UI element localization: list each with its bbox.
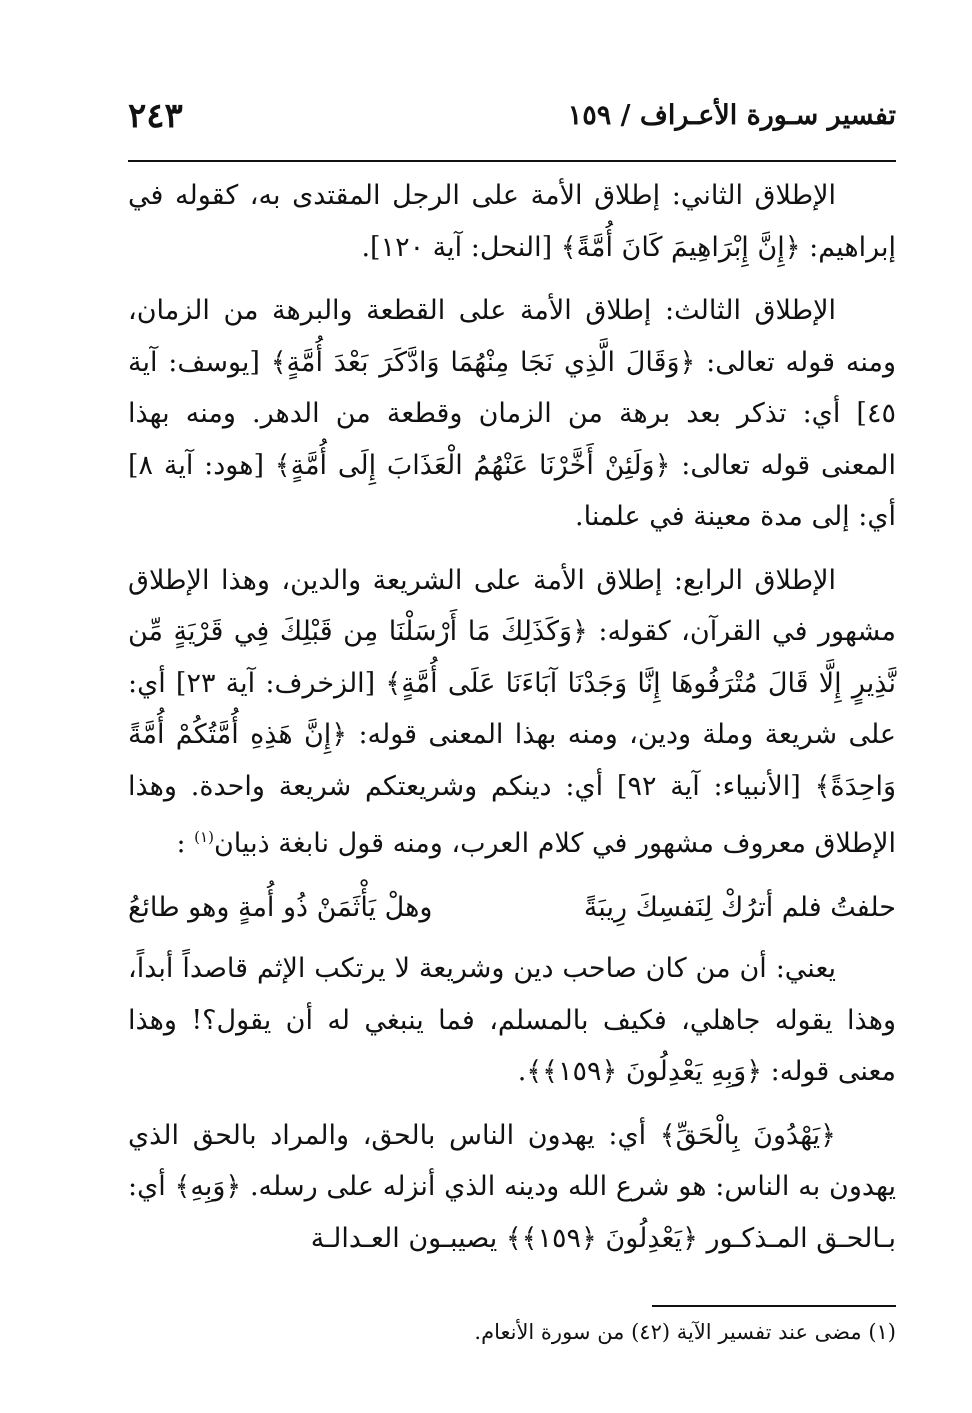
paragraph-meaning: يعني: أن من كان صاحب دين وشريعة لا يرتكب الإثم قاصداً أبداً، وهذا يقوله جاهلي، فكيف بالمسلم، فما ينبغي له أن يقول؟! وهذا معنى قوله: ﴿وَبِهِ يَعْدِلُونَ ﴿١٥٩﴾﴾. [128, 953, 896, 1087]
paragraph-fourth-tail: : [176, 828, 186, 859]
paragraph-third-usage: الإطلاق الثالث: إطلاق الأمة على القطعة والبرهة من الزمان، ومنه قوله تعالى: ﴿وَقَالَ الَّذِي نَجَا مِنْهُمَا وَادَّكَرَ بَعْدَ أُمَّةٍ﴾ [يوسف: آية ٤٥] أي: تذكر بعد برهة من الزمان وقطعة من الدهر. ومنه بهذا المعنى قوله تعالى: ﴿وَلَئِنْ أَخَّرْنَا عَنْهُمُ الْعَذَابَ إِلَى أُمَّةٍ﴾ [هود: آية ٨] أي: إلى مدة معينة في علمنا. [128, 295, 896, 532]
page-body [128, 170, 896, 1276]
page-header [128, 96, 896, 154]
paragraph-fourth-usage [128, 555, 896, 870]
page-number: ٢٤٣ [128, 96, 183, 136]
footnote: (١) مضى عند تفسير الآية (٤٢) من سورة الأنعام. [474, 1320, 896, 1344]
paragraph-guidance: ﴿يَهْدُونَ بِالْحَقِّ﴾ أي: يهدون الناس بالحق، والمراد بالحق الذي يهدون به الناس: هو شرع الله ودينه الذي أنزله على رسله. ﴿وَبِهِ﴾ أي: بـالحـق المـذكـور ﴿يَعْدِلُونَ ﴿١٥٩﴾﴾ يصيبـون العـدالـة [128, 1119, 896, 1254]
running-title: تفسير سـورة الأعـراف / ١٥٩ [567, 100, 896, 131]
footnote-reference: (١) [194, 828, 214, 846]
verse-second-hemistich: وهلْ يَأْثَمَنْ ذُو أُمةٍ وهو طائعُ [128, 891, 433, 923]
paragraph-second-usage: الإطلاق الثاني: إطلاق الأمة على الرجل المقتدى به، كقوله في إبراهيم: ﴿إِنَّ إِبْرَاهِيمَ كَانَ أُمَّةً﴾ [النحل: آية ١٢٠]. [128, 180, 896, 263]
paragraph-fourth-text: الإطلاق الرابع: إطلاق الأمة على الشريعة والدين، وهذا الإطلاق مشهور في القرآن، كقوله: ﴿وَكَذَلِكَ مَا أَرْسَلْنَا مِن قَبْلِكَ فِي قَرْيَةٍ مِّن نَّذِيرٍ إِلَّا قَالَ مُتْرَفُوهَا إِنَّا وَجَدْنَا آبَاءَنَا عَلَى أُمَّةٍ﴾ [الزخرف: آية ٢٣] أي: على شريعة وملة ودين، ومنه بهذا المعنى قوله: ﴿إِنَّ هَذِهِ أُمَّتُكُمْ أُمَّةً وَاحِدَةً﴾ [الأنبياء: آية ٩٢] أي: دينكم وشريعتكم شريعة واحدة. وهذا الإطلاق معروف مشهور في كلام العرب، ومنه قول نابغة ذبيان [128, 564, 897, 859]
verse-first-hemistich: حلفتُ فلم أترُكْ لِنَفسِكَ رِيبَةً [583, 891, 896, 923]
poetry-verse [128, 882, 896, 934]
header-rule [128, 160, 896, 162]
footnote-rule [652, 1305, 896, 1307]
